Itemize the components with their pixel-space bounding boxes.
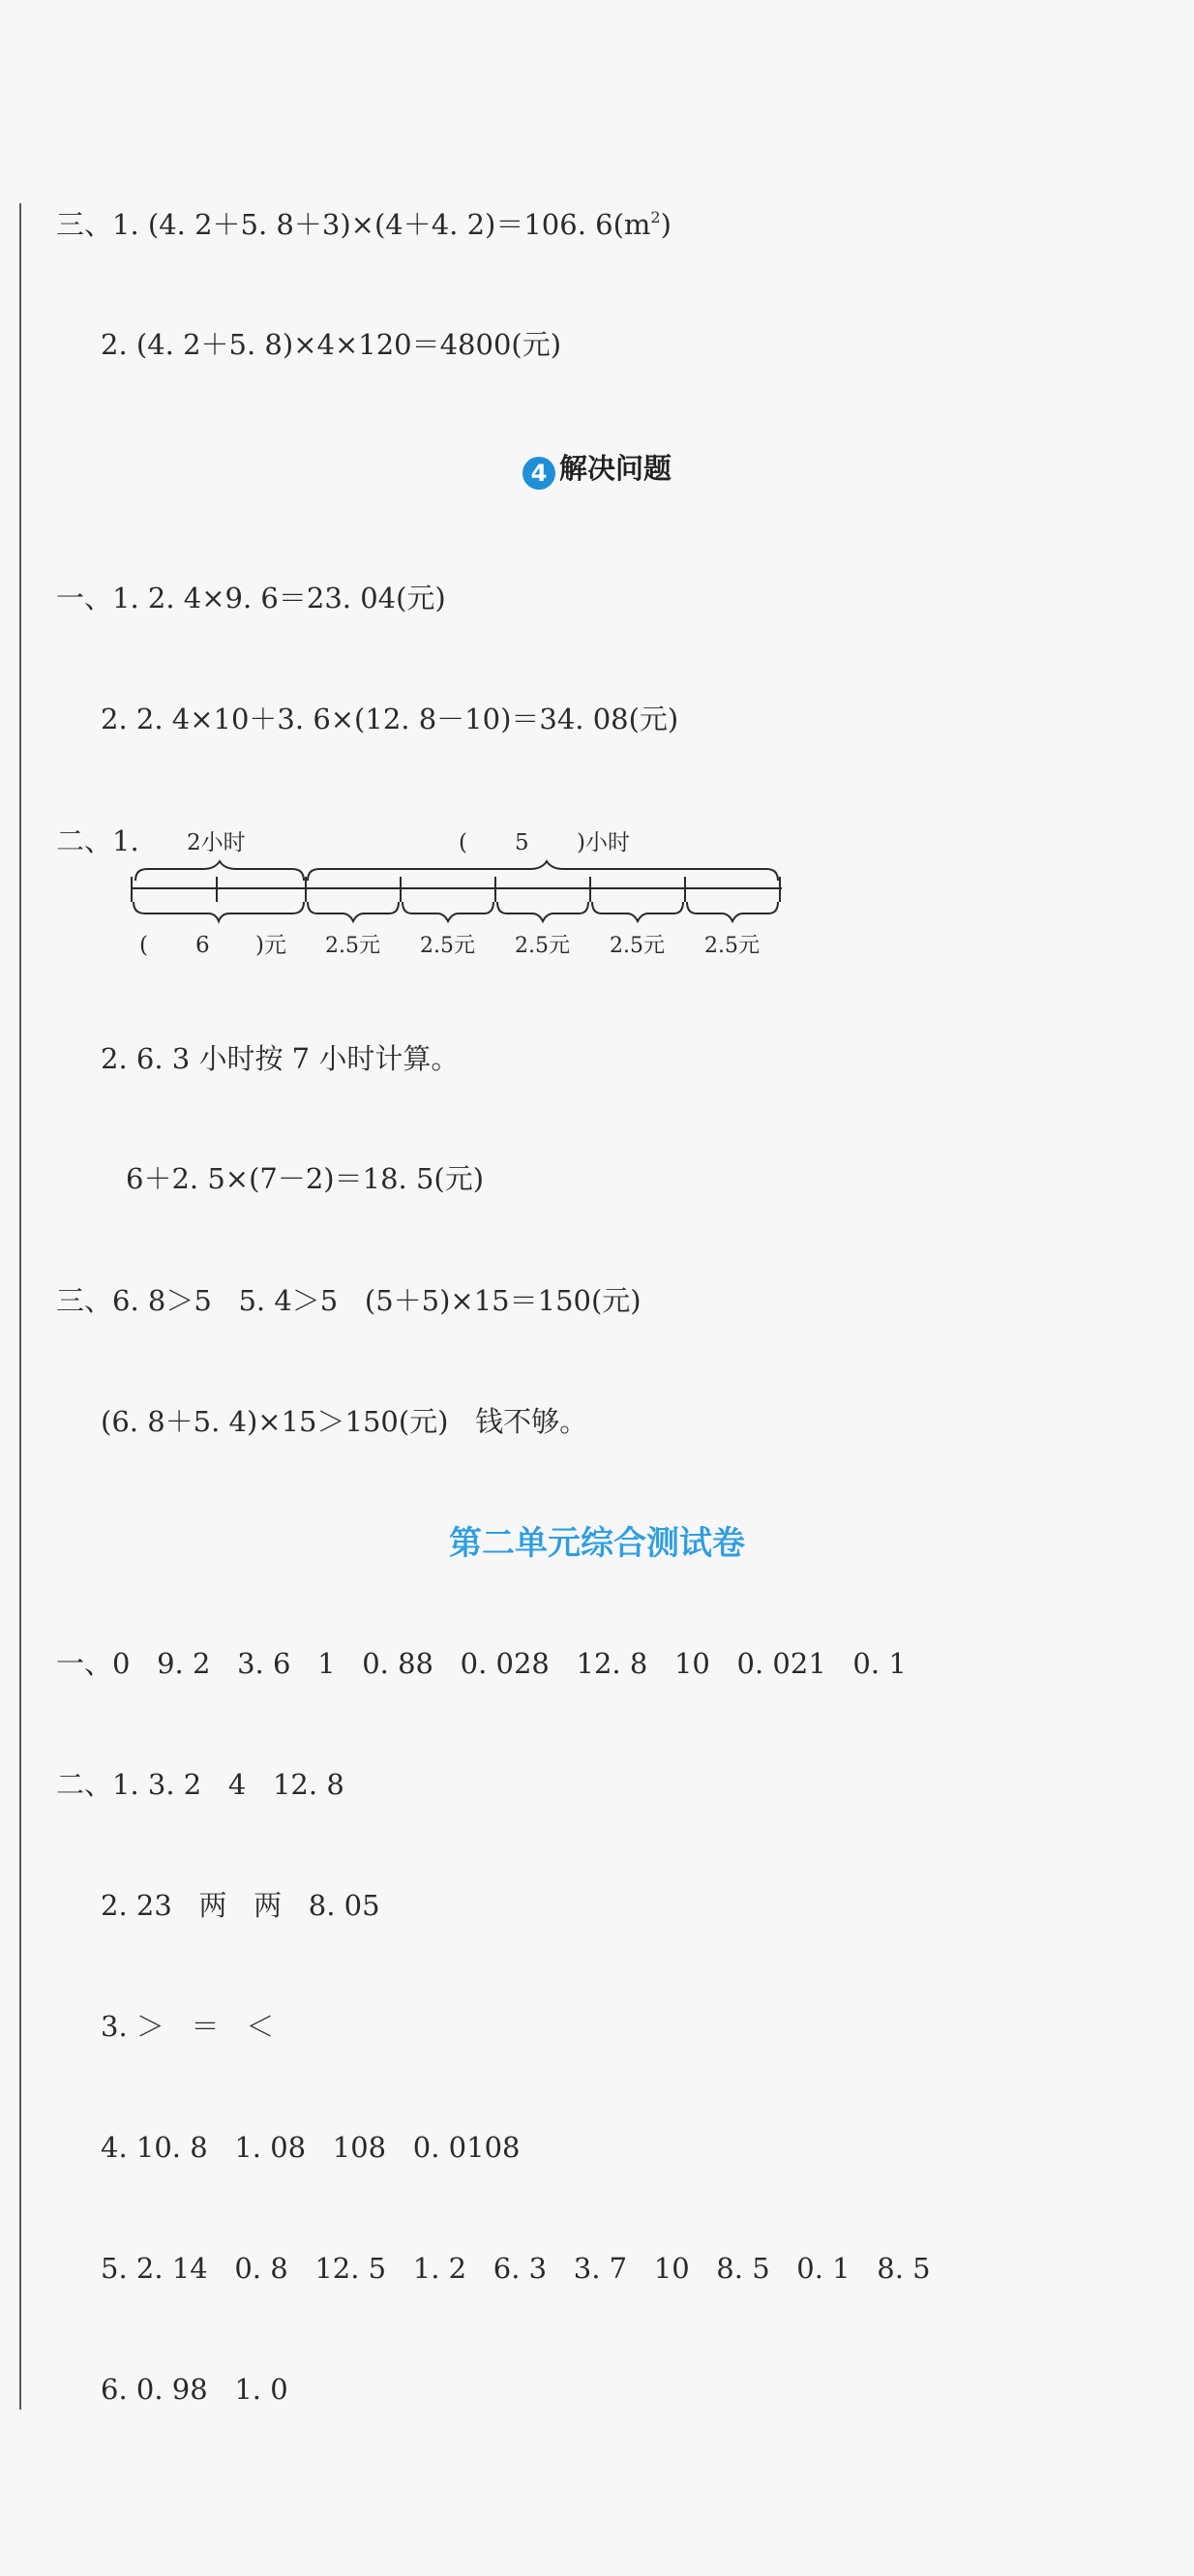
diagram-top-right-close: )小时 [577, 830, 630, 855]
bottom-brace-seg [403, 902, 493, 921]
unit-exponent: 2 [650, 208, 661, 226]
answer-u2-1: 二、1. 3. 2 4 12. 8 [56, 1768, 344, 1801]
answer-p3-2: (6. 8＋5. 4)×15＞150(元) 钱不够。 [101, 1405, 588, 1438]
answer-3-2: 2. (4. 2＋5. 8)×4×120＝4800(元) [101, 328, 562, 361]
answer-p2-2-calc: 6＋2. 5×(7－2)＝18. 5(元) [126, 1162, 485, 1195]
bottom-brace-seg [687, 902, 778, 921]
answer-u2-5: 5. 2. 14 0. 8 12. 5 1. 2 6. 3 3. 7 10 8. 5 0. 1 8. 5 [101, 2252, 931, 2285]
answer-u2-6: 6. 0. 98 1. 0 [101, 2373, 288, 2406]
section-number-badge: 4 [522, 457, 555, 490]
diagram-segment-label: 2.5元 [610, 934, 665, 958]
section-heading-text: 解决问题 [558, 452, 672, 485]
answer-3-1-close: ) [660, 208, 672, 241]
bottom-brace-first [134, 902, 304, 921]
answer-3-1-text: 三、1. (4. 2＋5. 8＋3)×(4＋4. 2)＝106. 6(m [56, 208, 651, 241]
diagram-bottom-first-close: )元 [255, 933, 286, 958]
diagram-segment-label: 2.5元 [704, 934, 760, 958]
diagram-top-right-value: 5 [515, 830, 529, 855]
bottom-brace-seg [592, 902, 683, 921]
top-brace-left [135, 861, 304, 881]
answer-u2-2: 2. 23 两 两 8. 05 [101, 1889, 380, 1922]
unit-test-title: 第二单元综合测试卷 [449, 1524, 745, 1563]
diagram-segment-label: 2.5元 [325, 934, 380, 958]
answer-u1: 一、0 9. 2 3. 6 1 0. 88 0. 028 12. 8 10 0. 021 0. 1 [56, 1647, 907, 1680]
diagram-bottom-first-value: 6 [195, 933, 210, 958]
section-heading-4 [0, 452, 1194, 490]
top-brace-right [308, 861, 778, 881]
answer-p1-2: 2. 2. 4×10＋3. 6×(12. 8－10)＝34. 08(元) [101, 703, 679, 735]
answer-u2-4: 4. 10. 8 1. 08 108 0. 0108 [101, 2131, 521, 2164]
diagram-bottom-first-open: ( [139, 933, 148, 958]
margin-rule [19, 203, 21, 2410]
answer-p1-1: 一、1. 2. 4×9. 6＝23. 04(元) [56, 582, 446, 614]
diagram-top-left-label: 2小时 [187, 830, 246, 855]
answer-3-1 [56, 208, 672, 241]
diagram-segment-label: 2.5元 [420, 934, 475, 958]
bottom-brace-seg [308, 902, 399, 921]
answer-p2-label: 二、1. [56, 824, 139, 857]
diagram-top-right-open: ( [459, 830, 467, 855]
answer-u2-3: 3. ＞ ＝ ＜ [101, 2010, 275, 2043]
answer-p2-2: 2. 6. 3 小时按 7 小时计算。 [101, 1042, 460, 1075]
segment-diagram [126, 821, 784, 966]
bottom-brace-seg [497, 902, 588, 921]
diagram-segment-label: 2.5元 [515, 934, 570, 958]
answer-p3-1: 三、6. 8＞5 5. 4＞5 (5＋5)×15＝150(元) [56, 1284, 642, 1317]
